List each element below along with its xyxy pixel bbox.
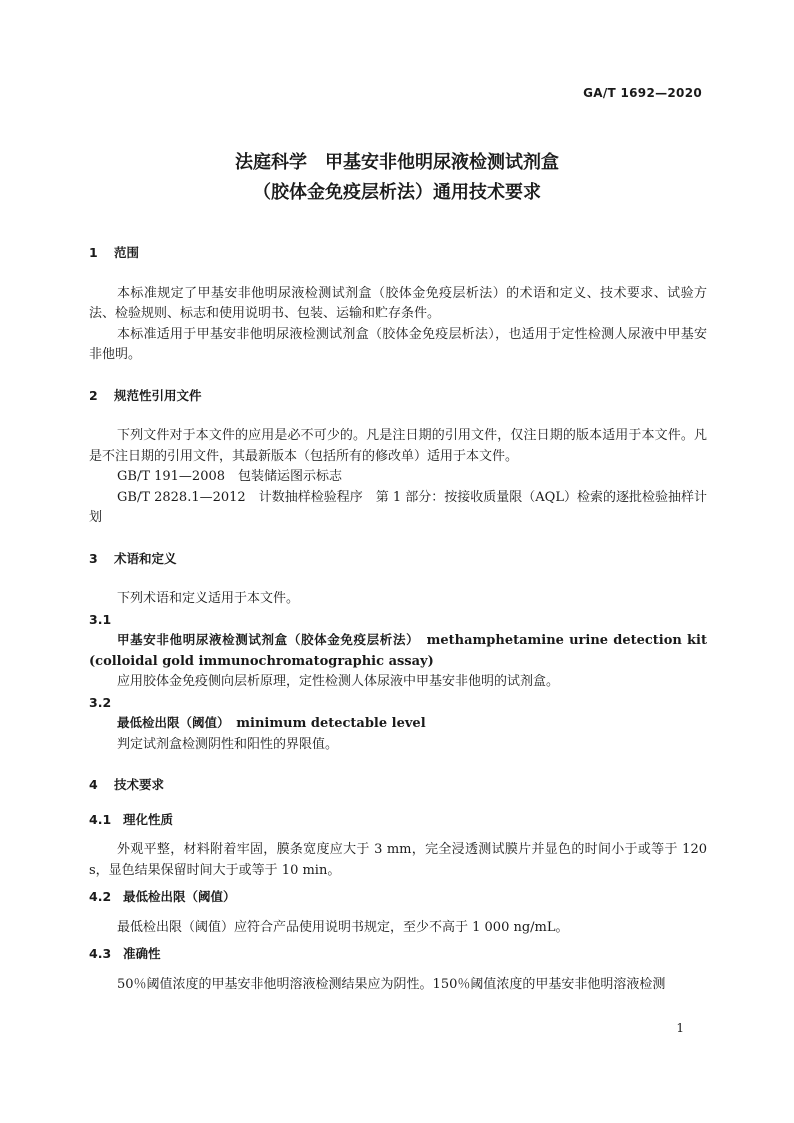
term-entry (89, 713, 707, 735)
paragraph: 50％阈值浓度的甲基安非他明溶液检测结果应为阴性。150％阈值浓度的甲基安非他明溶液检测 (117, 976, 666, 992)
term-number: 3.2 (89, 694, 112, 710)
term-zh: 最低检出限（阈值） (117, 715, 224, 730)
term-definition: 判定试剂盒检测阴性和阳性的界限值。 (117, 736, 339, 752)
section-number: 4 (89, 777, 98, 792)
standard-code: GA/T 1692—2020 (583, 86, 702, 100)
clause-number: 4.1 (89, 811, 112, 827)
section-number: 2 (89, 387, 98, 403)
section-title: 术语和定义 (114, 550, 177, 566)
document-title (0, 148, 794, 208)
section-4-heading (89, 775, 707, 796)
section-1-heading (89, 243, 707, 264)
paragraph: 本标准规定了甲基安非他明尿液检测试剂盒（胶体金免疫层析法）的术语和定义、技术要求、试验方法、检验规则、标志和使用说明书、包装、运输和贮存条件。 (89, 285, 707, 321)
term-en: methamphetamine urine detection kit (colloidal gold immunochromatographic assay) (89, 633, 707, 669)
section-number: 1 (89, 245, 98, 260)
clause-4-2-heading (89, 887, 707, 908)
section-3-heading (89, 549, 707, 570)
paragraph: 本标准适用于甲基安非他明尿液检测试剂盒（胶体金免疫层析法），也适用于定性检测人尿液中甲基安非他明。 (89, 326, 707, 362)
clause-title: 理化性质 (123, 811, 174, 827)
title-line-1: 法庭科学 甲基安非他明尿液检测试剂盒 (235, 152, 559, 173)
normative-reference: GB/T 2828.1—2012 计数抽样检验程序 第 1 部分：按接收质量限（AQL）检索的逐批检验抽样计划 (89, 489, 707, 525)
clause-title: 准确性 (123, 946, 161, 961)
clause-4-3-heading (89, 944, 707, 965)
section-number: 3 (89, 550, 98, 566)
term-zh: 甲基安非他明尿液检测试剂盒（胶体金免疫层析法） (117, 632, 413, 647)
title-line-2: （胶体金免疫层析法）通用技术要求 (253, 182, 541, 203)
paragraph: 最低检出限（阈值）应符合产品使用说明书规定，至少不高于 1 000 ng/mL。 (117, 919, 569, 935)
term-en: minimum detectable level (236, 716, 426, 731)
section-title: 规范性引用文件 (114, 387, 202, 403)
section-2-heading (89, 386, 707, 407)
paragraph: 外观平整，材料附着牢固，膜条宽度应大于 3 mm，完全浸透测试膜片并显色的时间小于或等于 120 s，显色结果保留时间大于或等于 10 min。 (89, 842, 707, 878)
term-entry (89, 630, 707, 672)
page-number: 1 (676, 1021, 684, 1035)
normative-reference: GB/T 191—2008 包装储运图示标志 (117, 469, 343, 484)
document-body (89, 243, 707, 995)
section-title: 范围 (114, 245, 140, 260)
clause-4-1-heading (89, 810, 707, 831)
term-definition: 应用胶体金免疫侧向层析原理，定性检测人体尿液中甲基安非他明的试剂盒。 (117, 674, 560, 689)
paragraph: 下列术语和定义适用于本文件。 (117, 591, 300, 606)
section-title: 技术要求 (114, 777, 165, 792)
clause-number: 4.3 (89, 946, 112, 961)
term-number: 3.1 (89, 611, 112, 627)
clause-title: 最低检出限（阈值） (123, 889, 236, 904)
clause-number: 4.2 (89, 889, 112, 904)
paragraph: 下列文件对于本文件的应用是必不可少的。凡是注日期的引用文件，仅注日期的版本适用于本文件。凡是不注日期的引用文件，其最新版本（包括所有的修改单）适用于本文件。 (89, 428, 707, 464)
